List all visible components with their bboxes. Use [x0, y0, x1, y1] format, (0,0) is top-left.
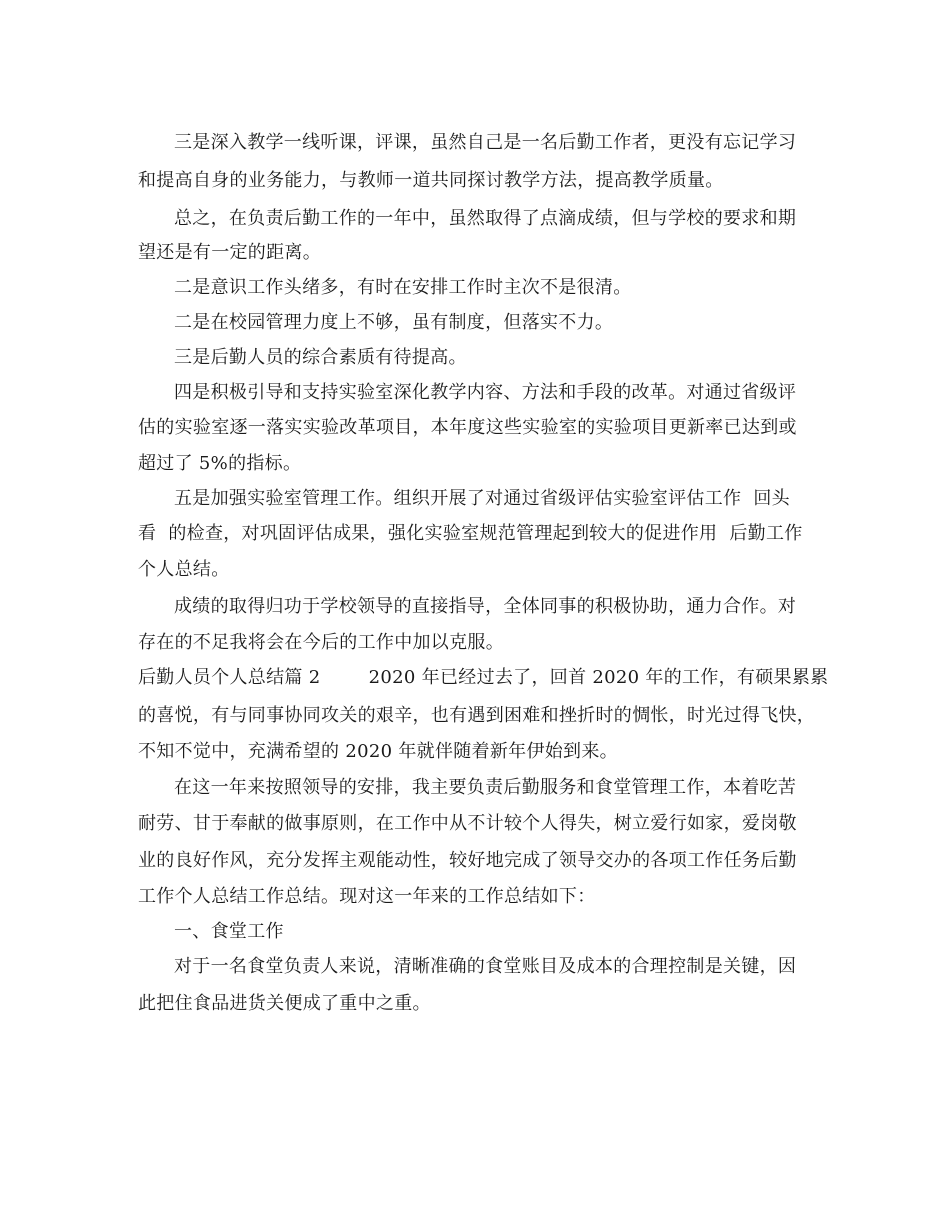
text-line: 估的实验室逐一落实实验改革项目，本年度这些实验室的实验项目更新率已达到或: [138, 417, 797, 438]
text-line: 二是在校园管理力度上不够，虽有制度，但落实不力。: [174, 312, 614, 333]
text-line: 和提高自身的业务能力，与教师一道共同探讨教学方法，提高教学质量。: [138, 170, 724, 191]
text-line: 二是意识工作头绪多，有时在安排工作时主次不是很清。: [174, 277, 632, 298]
text-line: 三是深入教学一线听课，评课，虽然自己是一名后勤工作者，更没有忘记学习: [174, 132, 797, 153]
text-line: 看 的检查，对巩固评估成果，强化实验室规范管理起到较大的促进作用 后勤工作: [138, 523, 803, 544]
section-heading-line: 后勤人员个人总结篇 2 2020 年已经过去了，回首 2020 年的工作，有硕果累累: [138, 667, 829, 688]
text-line: 的喜悦，有与同事协同攻关的艰辛，也有遇到困难和挫折时的惆怅，时光过得飞快，: [138, 705, 816, 726]
text-line: 望还是有一定的距离。: [138, 242, 321, 263]
text-line: 五是加强实验室管理工作。组织开展了对通过省级评估实验室评估工作 回头: [174, 488, 790, 509]
text-line: 成绩的取得归功于学校领导的直接指导，全体同事的积极协助，通力合作。对: [174, 596, 797, 617]
text-line: 四是积极引导和支持实验室深化教学内容、方法和手段的改革。对通过省级评: [174, 382, 797, 403]
subheading-line: 一、食堂工作: [174, 921, 284, 942]
text-line: 不知不觉中，充满希望的 2020 年就伴随着新年伊始到来。: [138, 741, 618, 762]
text-line: 对于一名食堂负责人来说，清晰准确的食堂账目及成本的合理控制是关键，因: [174, 956, 797, 977]
text-line: 业的良好作风，充分发挥主观能动性，较好地完成了领导交办的各项工作任务后勤: [138, 850, 797, 871]
text-line: 存在的不足我将会在今后的工作中加以克服。: [138, 632, 504, 653]
text-line: 耐劳、甘于奉献的做事原则，在工作中从不计较个人得失，树立爱行如家，爱岗敬: [138, 813, 797, 834]
text-line: 在这一年来按照领导的安排，我主要负责后勤服务和食堂管理工作，本着吃苦: [174, 777, 797, 798]
text-line: 超过了 5%的指标。: [138, 453, 302, 474]
text-line: 工作个人总结工作总结。现对这一年来的工作总结如下：: [138, 886, 596, 907]
text-line: 此把住食品进货关便成了重中之重。: [138, 993, 431, 1014]
text-line: 个人总结。: [138, 559, 230, 580]
text-line: 三是后勤人员的综合素质有待提高。: [174, 347, 467, 368]
text-line: 总之，在负责后勤工作的一年中，虽然取得了点滴成绩，但与学校的要求和期: [174, 208, 797, 229]
